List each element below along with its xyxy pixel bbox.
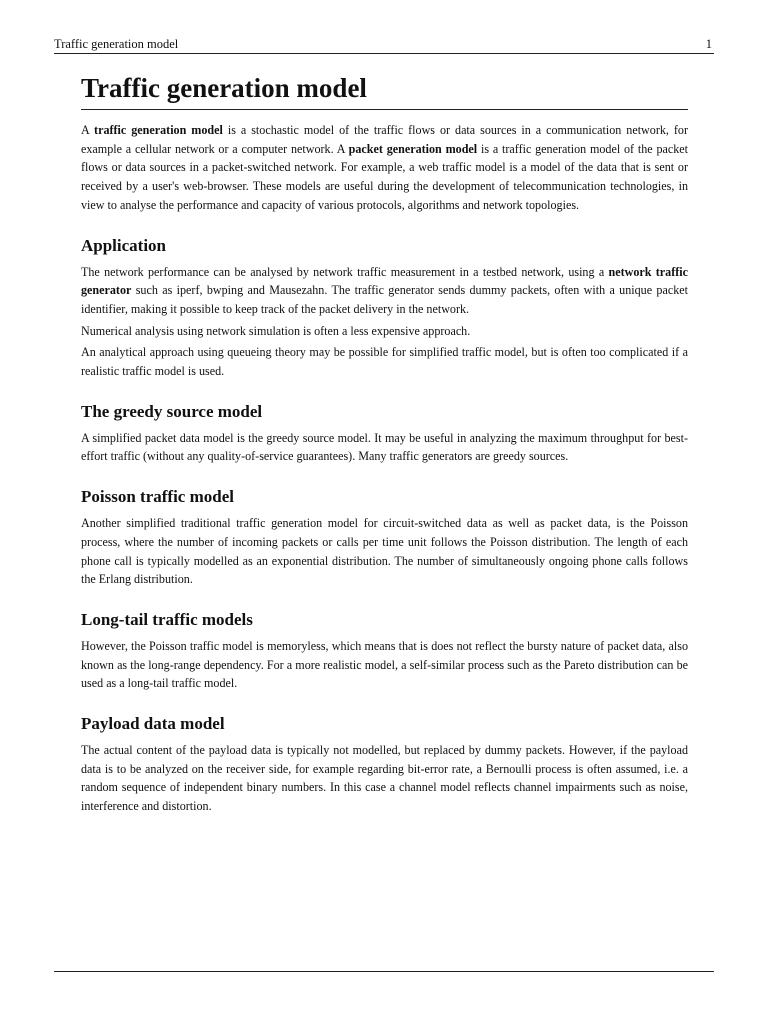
section-greedy-source-model: [81, 401, 688, 466]
section-long-tail-traffic-models: [81, 609, 688, 693]
term-packet-generation-model: packet generation model: [348, 141, 478, 156]
page-title: Traffic generation model: [81, 70, 688, 110]
application-text-2: such as iperf, bwping and Mausezahn. The traffic generator sends dummy packets, often with a unique packet identifier, making it possible to keep track of the packet delivery in the network.: [81, 283, 688, 316]
greedy-paragraph: A simplified packet data model is the greedy source model. It may be useful in analyzing the maximum throughput for best-effort traffic (without any quality-of-service guarantees). Many traffic generators are greedy sources.: [81, 430, 688, 464]
heading-greedy-source-model: The greedy source model: [81, 401, 263, 421]
running-header-title: Traffic generation model: [54, 37, 179, 51]
heading-application: Application: [81, 235, 167, 255]
footer-rule: [54, 971, 714, 972]
intro-paragraph: [81, 121, 688, 215]
poisson-paragraph: Another simplified traditional traffic generation model for circuit-switched data as well as packet data, is the Poisson process, where the number of incoming packets or calls per time unit follows the Poisson distribution. The length of each phone call is typically modelled as an exponential distribution. The number of simultaneously ongoing phone calls follows the Erlang distribution.: [81, 516, 688, 587]
longtail-paragraph: However, the Poisson traffic model is memoryless, which means that is does not reflect the bursty nature of packet data, also known as the long-range dependency. For a more realistic model, a self-similar process such as the Pareto distribution can be used as a long-tail traffic model.: [81, 638, 688, 691]
intro-text-2: is a stochastic model of the traffic flows or data sources in a communication network, for example a cellular network or a computer network. A: [81, 123, 688, 156]
term-network-traffic-generator: network traffic generator: [81, 264, 688, 298]
section-payload-data-model: [81, 713, 688, 816]
heading-payload-data-model: Payload data model: [81, 714, 225, 734]
heading-long-tail-traffic-models: Long-tail traffic models: [81, 609, 253, 629]
heading-poisson-traffic-model: Poisson traffic model: [81, 487, 234, 507]
payload-paragraph: The actual content of the payload data is typically not modelled, but replaced by dummy packets. However, if the payload data is to be analyzed on the receiver side, for example regarding bit-error rate, a Bernoulli process is often assumed, i.e. a random sequence of independent binary numbers. In this case a channel model reflects channel impairments such as noise, interference and distortion.: [81, 743, 688, 814]
header-rule: [54, 53, 714, 54]
application-text-1: The network performance can be analysed by network traffic measurement in a testbed network, using a: [81, 264, 609, 279]
article-body: [81, 70, 688, 816]
term-traffic-generation-model: traffic generation model: [94, 123, 223, 137]
application-paragraph-3: An analytical approach using queueing theory may be possible for simplified traffic model, but is often too complicated if a realistic traffic model is used.: [81, 345, 688, 379]
intro-text-1: A: [81, 123, 95, 137]
application-paragraph-1: [81, 263, 688, 319]
intro-text-3: is a traffic generation model of the packet flows or data sources in a packet-switched network. For example, a web traffic model is a model of the data that is sent or received by a user's web-browser. These models are useful during the development of telecommunication technologies, in view to analyse the performance and capacity of various protocols, algorithms and network topologies.: [81, 141, 689, 212]
section-poisson-traffic-model: [81, 486, 688, 589]
application-paragraph-2: Numerical analysis using network simulation is often a less expensive approach.: [81, 323, 471, 338]
page-number: 1: [705, 37, 712, 51]
section-application: [81, 235, 688, 381]
